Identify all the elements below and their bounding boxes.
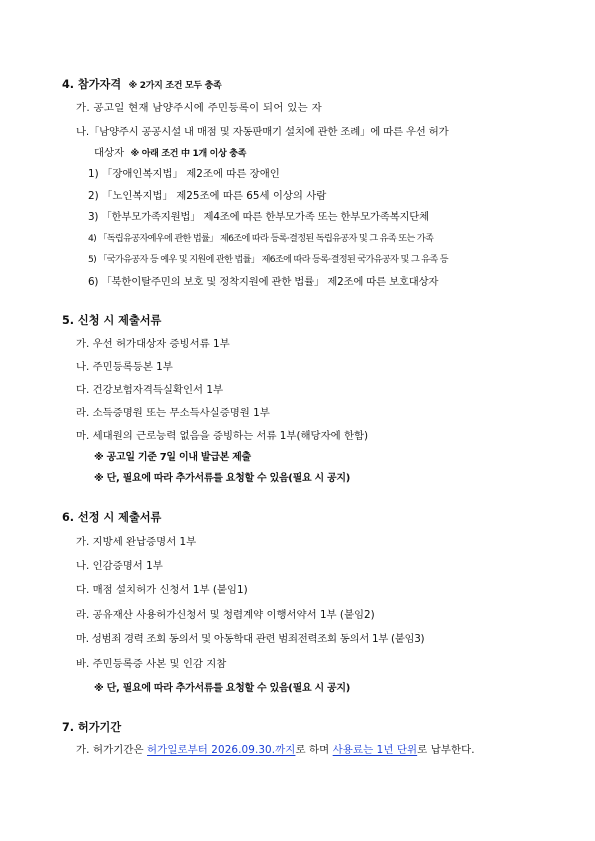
section7-text: 로 하며 xyxy=(295,744,333,756)
section6-note: ※ 단, 필요에 따라 추가서류를 요청할 수 있음(필요 시 공지) xyxy=(94,683,351,694)
section5-note: ※ 공고일 기준 7일 이내 발급본 제출 xyxy=(94,452,251,463)
section7-text: 로 납부한다. xyxy=(417,744,475,756)
list-item: 마. 성범죄 경력 조회 동의서 및 아동학대 관련 범죄전력조회 동의서 1부 (붙임3) xyxy=(76,633,425,645)
list-item: 다. 매점 설치허가 신청서 1부 (붙임1) xyxy=(76,584,248,596)
section6-title: 6. 선정 시 제출서류 xyxy=(62,511,162,524)
section5-note: ※ 단, 필요에 따라 추가서류를 요청할 수 있음(필요 시 공지) xyxy=(94,473,351,484)
section4-heading xyxy=(62,78,221,93)
section7-title: 7. 허가기간 xyxy=(62,721,122,734)
section4-item-na-line2 xyxy=(94,146,246,161)
list-item: 라. 공유재산 사용허가신청서 및 청렴계약 이행서약서 1부 (붙임2) xyxy=(76,609,375,621)
section7-text: 가. 허가기간은 xyxy=(76,744,148,756)
usage-fee-link[interactable]: 사용료는 1년 단위 xyxy=(332,744,418,756)
list-item: 가. 지방세 완납증명서 1부 xyxy=(76,536,197,548)
list-item: 나. 주민등록등본 1부 xyxy=(76,361,173,373)
condition-item: 1) 「장애인복지법」 제2조에 따른 장애인 xyxy=(88,168,280,180)
list-item: 다. 건강보험자격득실확인서 1부 xyxy=(76,384,224,396)
condition-item: 5) 「국가유공자 등 예우 및 지원에 관한 법률」 제6조에 따라 등록·결정된 국가유공자 및 그 유족 등 xyxy=(88,254,448,265)
list-item: 라. 소득증명원 또는 무소득사실증명원 1부 xyxy=(76,407,270,419)
section4-item-na-line1: 나.「남양주시 공공시설 내 매점 및 자동판매기 설치에 관한 조례」에 따른 우선 허가 xyxy=(76,126,449,138)
list-item: 마. 세대원의 근로능력 없음을 증빙하는 서류 1부(해당자에 한함) xyxy=(76,430,369,442)
permit-period-link[interactable]: 허가일로부터 2026.09.30.까지 xyxy=(147,744,296,756)
section4-item-ga: 가. 공고일 현재 남양주시에 주민등록이 되어 있는 자 xyxy=(76,102,322,114)
list-item: 나. 인감증명서 1부 xyxy=(76,560,163,572)
section7-item-ga xyxy=(76,743,475,757)
section4-note: ※ 2가지 조건 모두 충족 xyxy=(128,81,222,91)
condition-item: 3) 「한부모가족지원법」 제4조에 따른 한부모가족 또는 한부모가족복지단체 xyxy=(88,211,429,223)
list-item: 가. 우선 허가대상자 증빙서류 1부 xyxy=(76,338,230,350)
section4-na-label: 대상자 xyxy=(94,147,125,159)
condition-item: 4) 「독립유공자예우에 관한 법률」 제6조에 따라 등록·결정된 독립유공자 및 그 유족 또는 가족 xyxy=(88,233,434,244)
section5-title: 5. 신청 시 제출서류 xyxy=(62,314,162,327)
list-item: 바. 주민등록증 사본 및 인감 지참 xyxy=(76,658,227,670)
section4-title: 4. 참가자격 xyxy=(62,78,122,91)
section4-na-note: ※ 아래 조건 中 1개 이상 충족 xyxy=(130,149,247,159)
condition-item: 2) 「노인복지법」 제25조에 따른 65세 이상의 사람 xyxy=(88,190,327,202)
condition-item: 6) 「북한이탈주민의 보호 및 정착지원에 관한 법률」 제2조에 따른 보호대상자 xyxy=(88,276,439,288)
